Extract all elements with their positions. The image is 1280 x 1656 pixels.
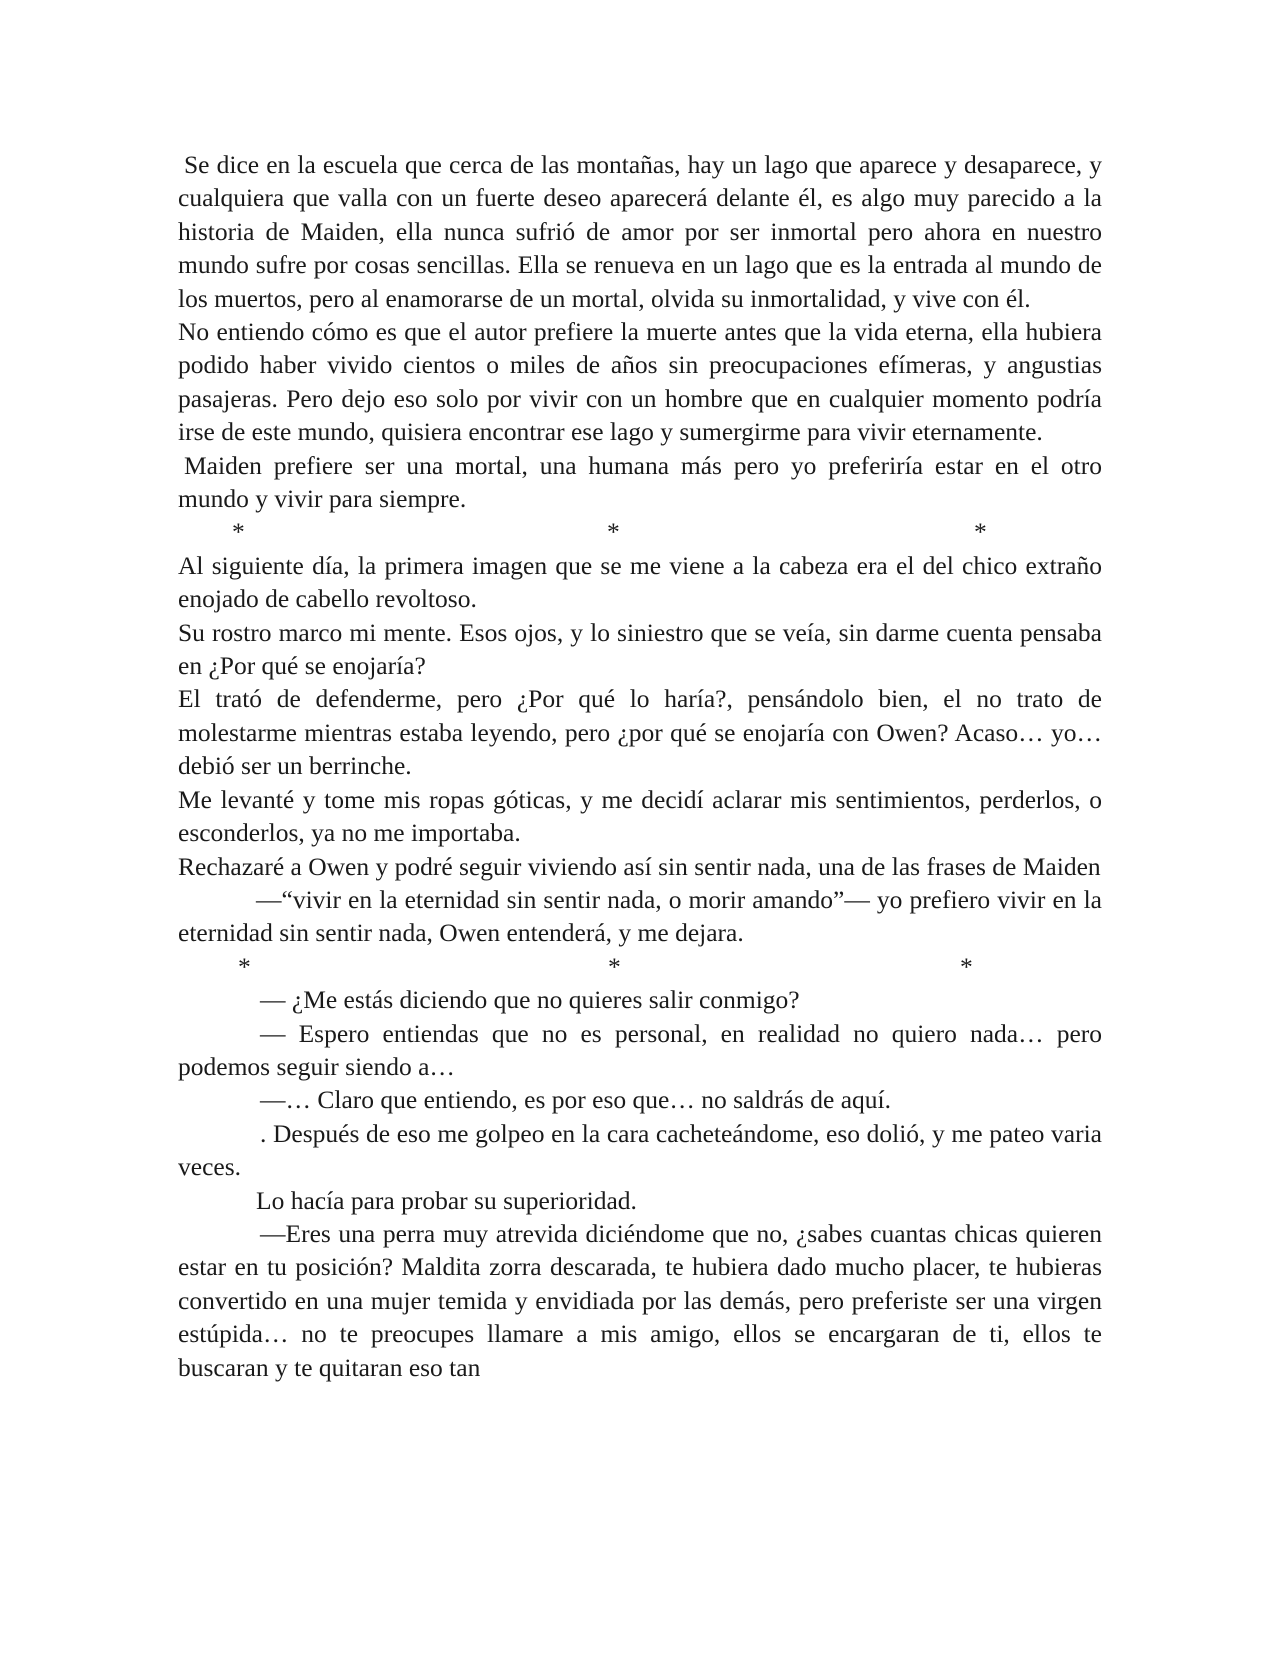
dialogue-line: —Eres una perra muy atrevida diciéndome que no, ¿sabes cuantas chicas quieren estar en tu posición? Maldita zorra descarada, te hubiera dado mucho placer, te hubieras convertido en una mujer temida y envidiada por las demás, pero preferiste ser una virgen estúpida… no te preocupes llamare a mis amigo, ellos se encargaran de ti, ellos te buscaran y te quitaran eso tan [178,1218,1102,1382]
document-page [178,148,1102,1384]
paragraph-maiden-mortal: Maiden prefiere ser una mortal, una humana más pero yo preferiría estar en el otro mundo y vivir para siempre. [178,450,1102,514]
paragraph-he-defended: El trató de defenderme, pero ¿Por qué lo haría?, pensándolo bien, el no trato de molestarme mientras estaba leyendo, pero ¿por qué se enojaría con Owen? Acaso… yo… debió ser un berrinche. [178,684,1102,781]
paragraph-reject-owen: Rechazaré a Owen y podré seguir viviendo así sin sentir nada, una de las frases de Maiden [178,851,1101,881]
separator-asterisk: * [607,517,620,547]
dialogue-line: — Espero entiendas que no es personal, en realidad no quiero nada… pero podemos seguir siendo a… [178,1018,1102,1081]
paragraph-maiden-quote: —“vivir en la eternidad sin sentir nada, o morir amando”— yo prefiero vivir en la eternidad sin sentir nada, Owen entenderá, y me dejara. [178,884,1102,948]
paragraph-gothic-clothes: Me levanté y tome mis ropas góticas, y me decidí aclarar mis sentimientos, perderlos, o esconderlos, ya no me importaba. [178,784,1102,848]
paragraph-next-day: Al siguiente día, la primera imagen que se me viene a la cabeza era el del chico extraño enojado de cabello revoltoso. [178,550,1102,614]
dialogue-line: — ¿Me estás diciendo que no quieres salir conmigo? [260,985,800,1015]
separator-asterisk: * [232,517,245,547]
separator-asterisk: * [960,951,973,981]
paragraph-author-opinion: No entiendo cómo es que el autor prefiere la muerte antes que la vida eterna, ella hubiera podido haber vivido cientos o miles de años sin preocupaciones efímeras, y angustias pasajeras. Pero dejo eso solo por vivir con un hombre que en cualquier momento podría irse de este mundo, quisiera encontrar ese lago y sumergirme para vivir eternamente. [178,317,1102,447]
paragraph-superiority: Lo hacía para probar su superioridad. [256,1185,637,1215]
section-separator [178,950,1102,983]
separator-asterisk: * [974,517,987,547]
paragraph-lake-legend: Se dice en la escuela que cerca de las montañas, hay un lago que aparece y desaparece, y cualquiera que valla con un fuerte deseo aparecerá delante él, es algo muy parecido a la historia de Maiden, ella nunca sufrió de amor por ser inmortal pero ahora en nuestro mundo sufre por cosas sencillas. Ella se renueva en un lago que es la entrada al mundo de los muertos, pero al enamorarse de un mortal, olvida su inmortalidad, y vive con él. [178,150,1102,313]
separator-asterisk: * [608,951,621,981]
paragraph-slap: . Después de eso me golpeo en la cara cacheteándome, eso dolió, y me pateo varia veces. [178,1118,1102,1182]
separator-asterisk: * [238,951,251,981]
section-separator [178,515,1102,548]
dialogue-line: —… Claro que entiendo, es por eso que… no saldrás de aquí. [260,1085,891,1115]
paragraph-his-face: Su rostro marco mi mente. Esos ojos, y lo siniestro que se veía, sin darme cuenta pensaba en ¿Por qué se enojaría? [178,617,1102,681]
